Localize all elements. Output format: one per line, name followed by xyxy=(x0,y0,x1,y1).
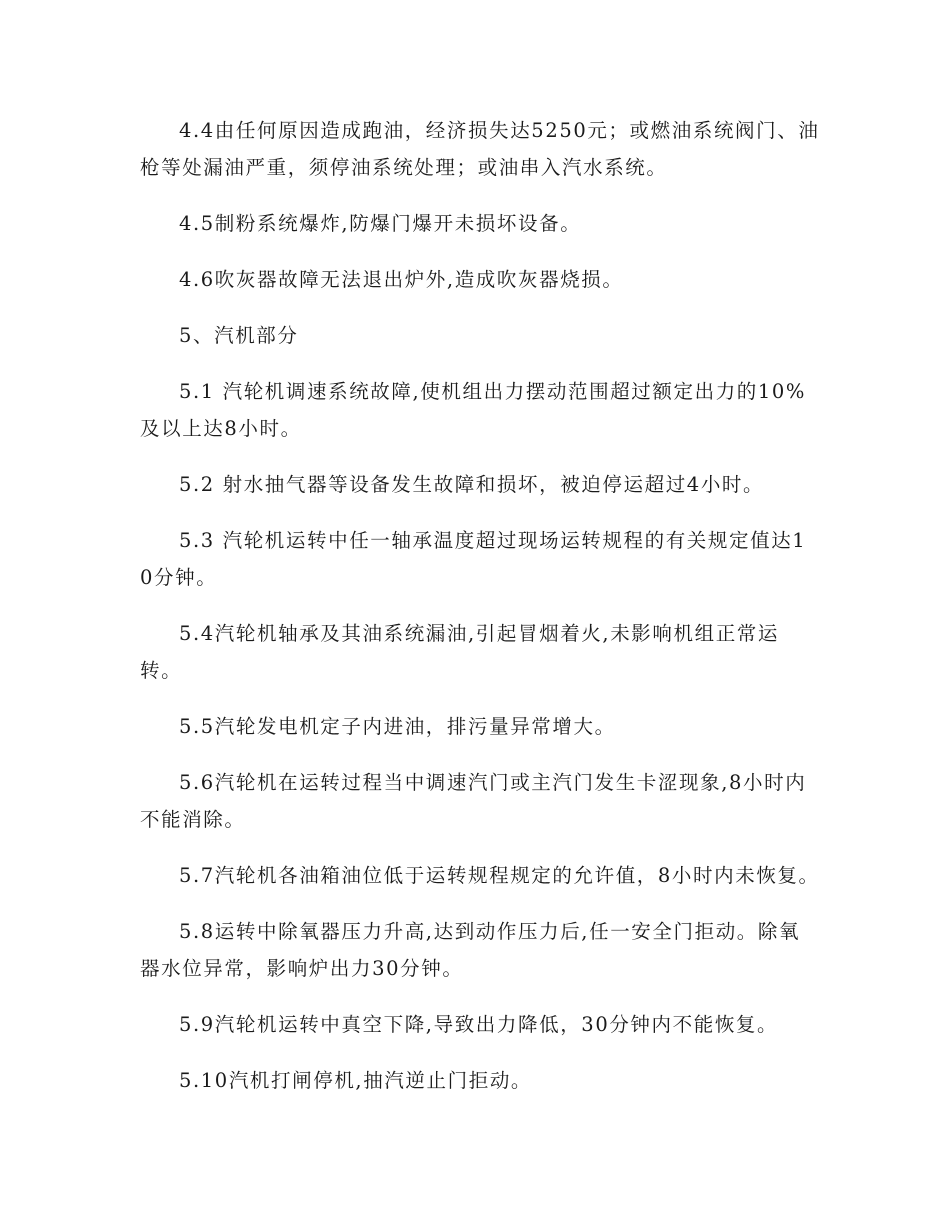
paragraph-5-8: 5.8运转中除氧器压力升高,达到动作压力后,任一安全门拒动。除氧器水位异常，影响炉出力30分钟。 xyxy=(140,920,801,980)
paragraph-4-5: 4.5制粉系统爆炸,防爆门爆开未损坏设备。 xyxy=(179,212,582,235)
paragraph-5-2: 5.2 射水抽气器等设备发生故障和损坏，被迫停运超过4小时。 xyxy=(179,473,765,496)
document-body xyxy=(140,112,820,1118)
paragraph-5-4: 5.4汽轮机轴承及其油系统漏油,引起冒烟着火,未影响机组正常运转。 xyxy=(140,622,780,682)
paragraph-5-1: 5.1 汽轮机调速系统故障,使机组出力摆动范围超过额定出力的10%及以上达8小时。 xyxy=(140,380,807,440)
paragraph-5-9: 5.9汽轮机运转中真空下降,导致出力降低，30分钟内不能恢复。 xyxy=(179,1013,779,1036)
paragraph-5-7: 5.7汽轮机各油箱油位低于运转规程规定的允许值，8小时内未恢复。 xyxy=(179,864,820,887)
paragraph-5-10: 5.10汽机打闸停机,抽汽逆止门拒动。 xyxy=(179,1069,533,1092)
section-heading-5: 5、汽机部分 xyxy=(179,324,299,347)
paragraph-4-4: 4.4由任何原因造成跑油，经济损失达5250元；或燃油系统阀门、油枪等处漏油严重，须停油系统处理；或油串入汽水系统。 xyxy=(140,119,820,179)
paragraph-5-3: 5.3 汽轮机运转中任一轴承温度超过现场运转规程的有关规定值达10分钟。 xyxy=(140,529,807,589)
paragraph-5-5: 5.5汽轮发电机定子内进油，排污量异常增大。 xyxy=(179,715,616,738)
paragraph-5-6: 5.6汽轮机在运转过程当中调速汽门或主汽门发生卡涩现象,8小时内不能消除。 xyxy=(140,771,807,831)
paragraph-4-6: 4.6吹灰器故障无法退出炉外,造成吹灰器烧损。 xyxy=(179,268,624,291)
